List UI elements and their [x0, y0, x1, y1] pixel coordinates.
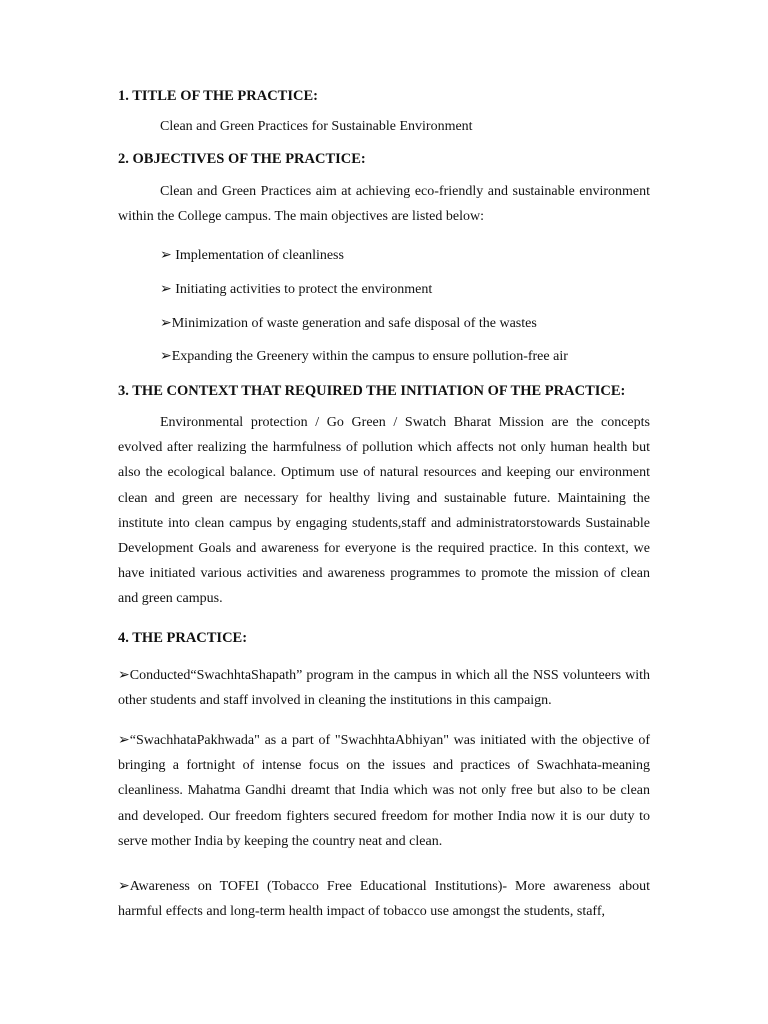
section-2-heading: 2. OBJECTIVES OF THE PRACTICE: [118, 151, 366, 167]
objective-item-1: ➢ Implementation of cleanliness [160, 248, 344, 263]
objective-item-4: ➢Expanding the Greenery within the campus to ensure pollution-free air [160, 349, 568, 364]
objectives-intro: Clean and Green Practices aim at achieving eco-friendly and sustainable environment within the College campus. The main objectives are listed below: [118, 184, 650, 225]
practice-paragraph-3: ➢Awareness on TOFEI (Tobacco Free Educational Institutions)- More awareness about harmful effects and long-term health impact of tobacco use amongst the students, staff, [118, 879, 650, 920]
section-4-heading: 4. THE PRACTICE: [118, 630, 248, 646]
practice-title: Clean and Green Practices for Sustainable Environment [160, 119, 473, 134]
practice-paragraph-1: ➢Conducted“SwachhtaShapath” program in the campus in which all the NSS volunteers with other students and staff involved in cleaning the institutions in this campaign. [118, 668, 650, 709]
section-3-heading: 3. THE CONTEXT THAT REQUIRED THE INITIATION OF THE PRACTICE: [118, 383, 626, 399]
practice-paragraph-2: ➢“SwachhataPakhwada" as a part of "SwachhtaAbhiyan" was initiated with the objective of bringing a fortnight of intense focus on the issues and practices of Swachhata-meaning cleanliness. Mahatma Gandhi dreamt that India which was not only free but also to be clean and developed. Our freedom fighters secured freedom for mother India now it is our duty to serve mother India by keeping the country neat and clean. [118, 733, 650, 849]
section-1-heading: 1. TITLE OF THE PRACTICE: [118, 88, 318, 104]
context-paragraph: Environmental protection / Go Green / Swatch Bharat Mission are the concepts evolved after realizing the harmfulness of pollution which affects not only human health but also the ecological balance. Optimum use of natural resources and keeping our environment clean and green are necessary for healthy living and sustainable future. Maintaining the institute into clean campus by engaging students,staff and administratorstowards Sustainable Development Goals and awareness for everyone is the required practice. In this context, we have initiated various activities and awareness programmes to promote the mission of clean and green campus. [118, 415, 650, 607]
objective-item-3: ➢Minimization of waste generation and safe disposal of the wastes [160, 316, 537, 331]
objective-item-2: ➢ Initiating activities to protect the environment [160, 282, 433, 297]
